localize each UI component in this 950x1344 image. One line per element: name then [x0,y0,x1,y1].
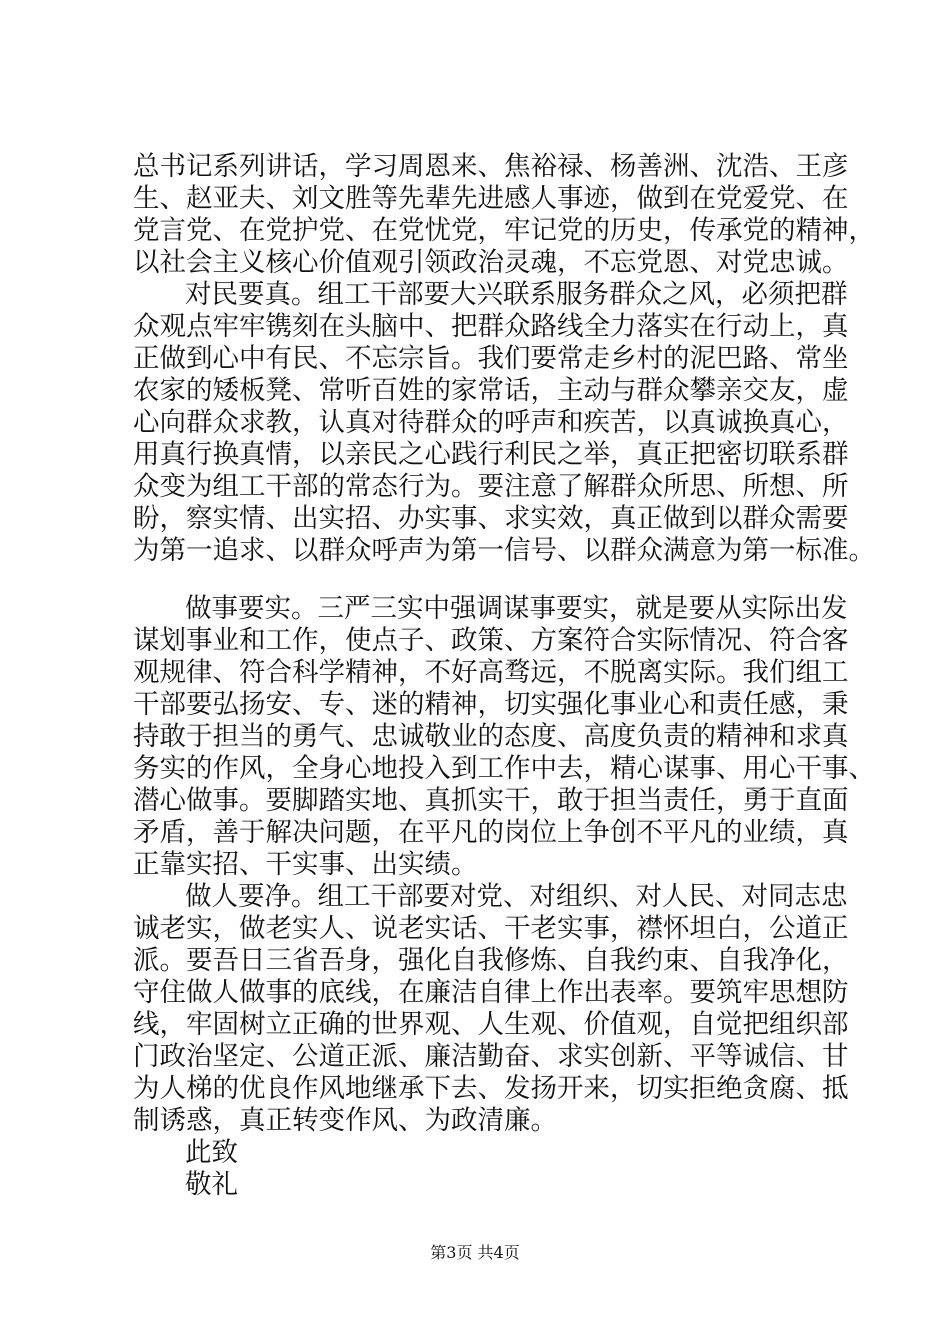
text-line: 心向群众求教，认真对待群众的呼声和疾苦，以真诚换真心， [133,407,849,438]
text-line: 为第一追求、以群众呼声为第一信号、以群众满意为第一标准。 [133,535,875,566]
closing-regards: 敬礼 [185,1169,238,1200]
paragraph-start-line: 对民要真。组工干部要大兴联系服务群众之风，必须把群 [185,279,848,310]
text-line: 矛盾，善于解决问题，在平凡的岗位上争创不平凡的业绩，真 [133,817,849,848]
text-line: 以社会主义核心价值观引领政治灵魂，不忘党恩、对党忠诚。 [133,247,849,278]
text-line: 潜心做事。要脚踏实地、真抓实干，敢于担当责任，勇于直面 [133,785,849,816]
text-line: 守住做人做事的底线，在廉洁自律上作出表率。要筑牢思想防 [133,977,849,1008]
text-line: 观规律、符合科学精神，不好高骛远，不脱离实际。我们组工 [133,657,849,688]
text-line: 盼，察实情、出实招、办实事、求实效，真正做到以群众需要 [133,503,849,534]
text-line: 线，牢固树立正确的世界观、人生观、价值观，自觉把组织部 [133,1009,849,1040]
text-line: 用真行换真情，以亲民之心践行利民之举，真正把密切联系群 [133,439,849,470]
text-line: 正靠实招、干实事、出实绩。 [133,849,478,880]
page-number-footer: 第3页 共4页 [430,1243,520,1262]
text-line: 总书记系列讲话，学习周恩来、焦裕禄、杨善洲、沈浩、王彦 [133,151,849,182]
text-line: 生、赵亚夫、刘文胜等先辈先进感人事迹，做到在党爱党、在 [133,183,849,214]
text-line: 众观点牢牢镌刻在头脑中、把群众路线全力落实在行动上，真 [133,311,849,342]
text-line: 派。要吾日三省吾身，强化自我修炼、自我约束、自我净化， [133,945,849,976]
text-line: 党言党、在党护党、在党忧党，牢记党的历史，传承党的精神， [133,215,875,246]
text-line: 正做到心中有民、不忘宗旨。我们要常走乡村的泥巴路、常坐 [133,343,849,374]
text-line: 制诱惑，真正转变作风、为政清廉。 [133,1105,557,1136]
text-line: 为人梯的优良作风地继承下去、发扬开来，切实拒绝贪腐、抵 [133,1073,849,1104]
closing-salutation: 此致 [185,1137,238,1168]
text-line: 农家的矮板凳、常听百姓的家常话，主动与群众攀亲交友，虚 [133,375,849,406]
text-line: 持敢于担当的勇气、忠诚敬业的态度、高度负责的精神和求真 [133,721,849,752]
text-line: 谋划事业和工作，使点子、政策、方案符合实际情况、符合客 [133,625,849,656]
text-line: 众变为组工干部的常态行为。要注意了解群众所思、所想、所 [133,471,849,502]
text-line: 务实的作风，全身心地投入到工作中去，精心谋事、用心干事、 [133,753,875,784]
paragraph-start-line: 做事要实。三严三实中强调谋事要实，就是要从实际出发 [185,593,848,624]
text-line: 干部要弘扬安、专、迷的精神，切实强化事业心和责任感，秉 [133,689,849,720]
paragraph-start-line: 做人要净。组工干部要对党、对组织、对人民、对同志忠 [185,881,848,912]
text-line: 诚老实，做老实人、说老实话、干老实事，襟怀坦白，公道正 [133,913,849,944]
text-line: 门政治坚定、公道正派、廉洁勤奋、求实创新、平等诚信、甘 [133,1041,849,1072]
